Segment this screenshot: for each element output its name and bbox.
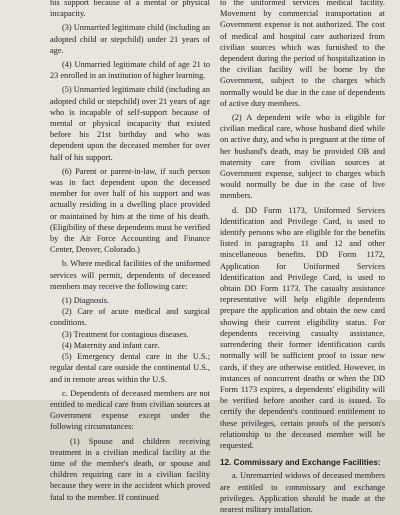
paragraph: his support because of a mental or physical incapacity. — [50, 0, 210, 19]
paragraph: (6) Parent or parent-in-law, if such person was in fact dependent upon the deceased member for over half of his support and was actually residing in a dwelling place provided or maintained by him at the time of his death. (Eligibility of these dependents must be verified by the Air Force Accounting and Finance Center, Denver, Colorado.) — [50, 166, 210, 255]
paragraph: (1) Spouse and children receiving treatment in a civilian medical facility at the time of the member's death, or spouse and children requiring care in a civilian facility because they were in the accident which proved fatal to the member. If continued — [50, 436, 210, 502]
paragraph: (4) Unmarried legitimate child of age 21 to 23 enrolled in an institution of higher learning. — [50, 60, 210, 81]
paragraph: c. Dependents of deceased members are not entitled to medical care from civilian sources at Government expense except under the following circumstances: — [50, 388, 210, 432]
left-column — [50, 0, 210, 503]
paragraph: (5) Unmarried legitimate child (including an adopted child or stepchild) over 21 years of age who is incapable of self-support because of mental or physical incapacity that existed before his 21st birthday and who was dependent upon the deceased member for over half of his support. — [50, 85, 210, 162]
list-item: (2) Care of acute medical and surgical conditions. — [50, 307, 210, 328]
list-item: (1) Diagnosis. — [62, 296, 110, 306]
paragraph: d. DD Form 1173, Uniformed Services Identification and Privilege Card, is used to identify persons who are eligible for the benefits listed in paragraphs 11 and 12 and other miscellaneous benefits. DD Form 1172, Application for Uniformed Services Identification and Privilege Card, is used to obtain DD Form 1173. The casualty assistance representative will help eligible dependents prepare the application and obtain the new card showing their current eligibility status. For dependents receiving casualty assistance, surrendering their former identification cards normally will be sufficient proof to issue new cards, if they are otherwise entitled. However, in instances of noncurrent deaths or when the DD Form 1173 expires, a dependents' eligibility will be verified before another card is issued. To certify the dependent's continued entitlement to these privileges, certain proofs of the person's relationship to the deceased member will be requested. — [220, 205, 385, 450]
paragraph: to the uniformed services medical facility. Movement by commercial transportation at Government expense is not authorized. The cost of medical and hospital care authorized from civilian sources which was furnished to the dependent during the period of hospitalization in the civilian facility will be borne by the Government, subject to the charges which normally would be due in the case of dependents of active duty members. — [220, 0, 385, 108]
paragraph: (2) A dependent wife who is eligible for civilian medical care, whose husband died while on active duty, and who is pregnant at the time of her husband's death, may be provided OB and maternity care from civilian sources at Government expense, subject to charges which would normally be due in the case of live members. — [220, 113, 385, 201]
paragraph: a. Unremarried widows of deceased members are entitled to commissary and exchange privileges. Application should be made at the nearest military installation. — [220, 471, 385, 514]
list-item: (5) Emergency dental care in the U.S.; regular dental care outside the continental U.S., and in remote areas within the U.S. — [50, 352, 210, 384]
right-column — [220, 0, 385, 515]
paragraph: b. Where medical facilities of the uniformed services will permit, dependents of deceased members may receive the following care: — [50, 259, 210, 291]
paragraph: (3) Unmarried legitimate child (including an adopted child or stepchild) under 21 years of age. — [50, 23, 210, 55]
section-heading: 12. Commissary and Exchange Facilities: — [220, 458, 381, 468]
list-item: (4) Maternity and infant care. — [62, 340, 160, 350]
list-item: (3) Treatment for contagious diseases. — [62, 329, 189, 339]
